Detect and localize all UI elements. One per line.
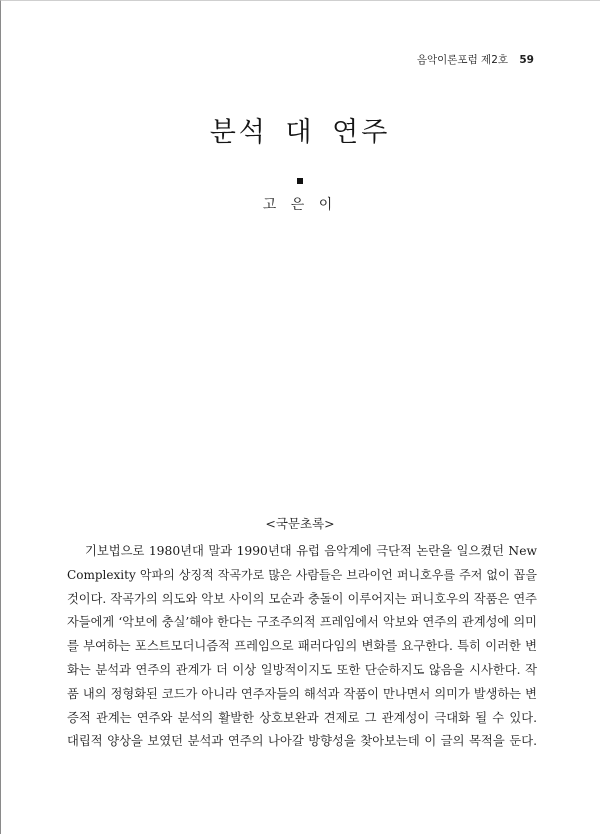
abstract-line: Complexity 악파의 상징적 작곡가로 많은 사람들은 브라이언 퍼니호우를 주저 없이 꼽을: [67, 567, 537, 582]
abstract-line: 품 내의 정형화된 코드가 아니라 연주자들의 해석과 작품이 만나면서 의미가 발생하는 변: [67, 686, 537, 701]
running-header: [417, 52, 534, 67]
abstract-heading: <국문초록>: [265, 516, 335, 531]
abstract-line: 를 부여하는 포스트모더니즘적 프레임으로 패러다임의 변화를 요구한다. 특히 이러한 변: [67, 639, 537, 654]
abstract-line: 대립적 양상을 보였던 분석과 연주의 나아갈 방향성을 찾아보는데 이 글의 목적을 둔다.: [67, 734, 537, 749]
article-title: 분석 대 연주: [209, 117, 391, 148]
abstract-body: [67, 540, 537, 754]
page-number: 59: [519, 54, 534, 66]
abstract-line: 기보법으로 1980년대 말과 1990년대 유럽 음악계에 극단적 논란을 일으켰던 New: [85, 544, 537, 558]
abstract-line: 화는 분석과 연주의 관계가 더 이상 일방적이지도 또한 단순하지도 않음을 시사한다. 작: [67, 662, 537, 677]
abstract-line: 증적 관계는 연주와 분석의 활발한 상호보완과 견제로 그 관계성이 극대화 될 수 있다.: [67, 710, 537, 725]
abstract-line: 자들에게 ‘악보에 충실’해야 한다는 구조주의적 프레임에서 악보와 연주의 관계성에 의미: [67, 615, 537, 630]
author-name: 고 은 이: [262, 197, 338, 213]
journal-name: 음악이론포럼 제2호: [416, 54, 509, 66]
abstract-line: 것이다. 작곡가의 의도와 악보 사이의 모순과 충돌이 이루어지는 퍼니호우의 작품은 연주: [67, 591, 537, 606]
square-bullet-icon: [297, 178, 303, 184]
